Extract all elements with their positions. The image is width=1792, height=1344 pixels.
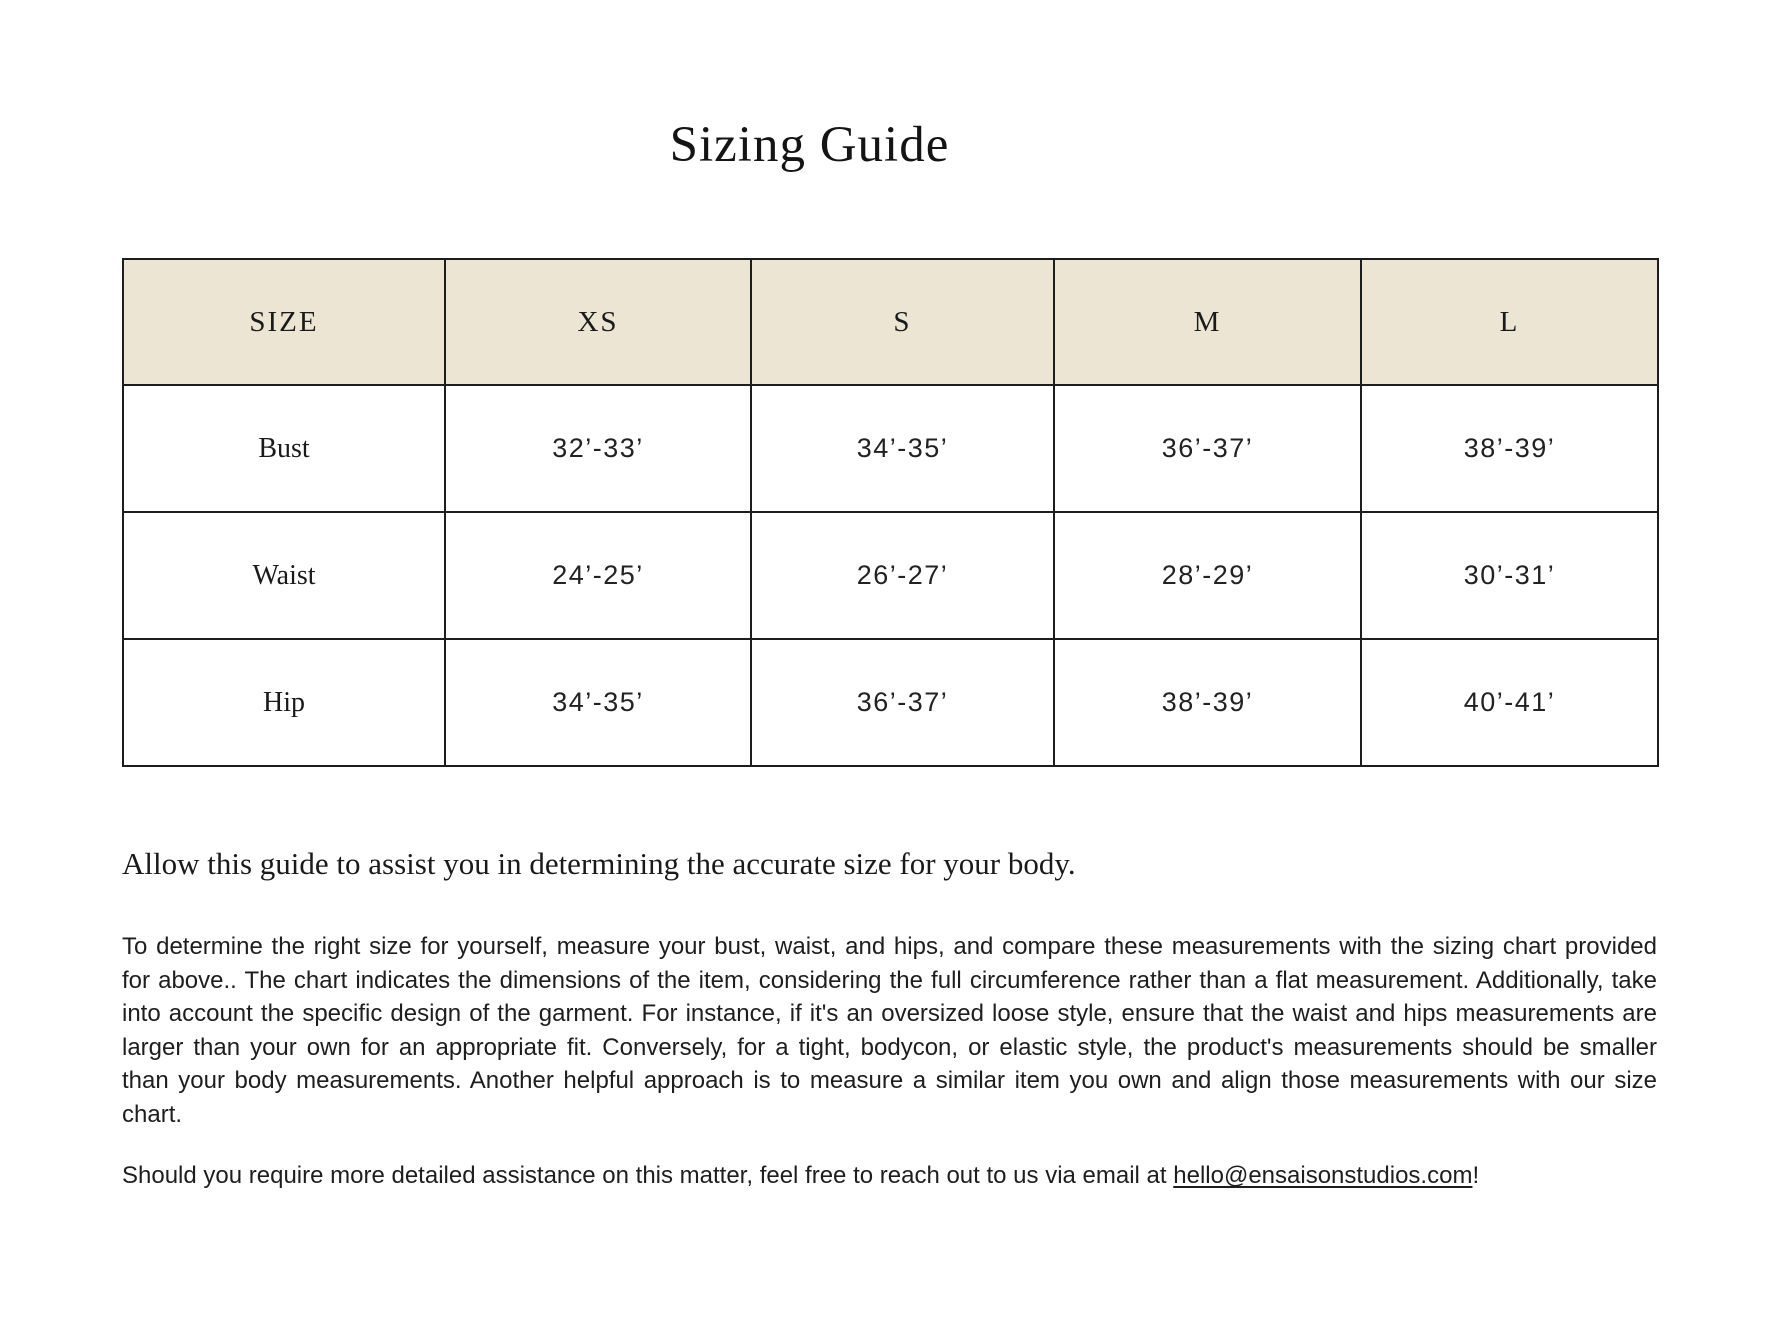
row-label-waist: Waist bbox=[123, 512, 445, 639]
size-chart-table bbox=[122, 258, 1659, 767]
cell-bust-l: 38’-39’ bbox=[1361, 385, 1658, 512]
cell-waist-m: 28’-29’ bbox=[1054, 512, 1361, 639]
col-header-m: M bbox=[1054, 259, 1361, 385]
col-header-xs: XS bbox=[445, 259, 751, 385]
email-link[interactable]: hello@ensaisonstudios.com bbox=[1173, 1162, 1473, 1189]
intro-text: Allow this guide to assist you in determining the accurate size for your body. bbox=[122, 846, 1076, 881]
page-title: Sizing Guide bbox=[669, 117, 950, 173]
cell-bust-s: 34’-35’ bbox=[751, 385, 1054, 512]
row-label-hip: Hip bbox=[123, 639, 445, 766]
cell-hip-xs: 34’-35’ bbox=[445, 639, 751, 766]
table-row-hip bbox=[123, 639, 1658, 766]
cell-waist-l: 30’-31’ bbox=[1361, 512, 1658, 639]
table-header-row bbox=[123, 259, 1658, 385]
col-header-l: L bbox=[1361, 259, 1658, 385]
cell-hip-s: 36’-37’ bbox=[751, 639, 1054, 766]
cell-bust-xs: 32’-33’ bbox=[445, 385, 751, 512]
col-header-s: S bbox=[751, 259, 1054, 385]
contact-prefix: Should you require more detailed assistance on this matter, feel free to reach out to us via email at bbox=[122, 1162, 1174, 1189]
body-paragraph: To determine the right size for yourself, measure your bust, waist, and hips, and compare these measurements with the sizing chart provided for above.. The chart indicates the dimensions of the item, considering the full circumference rather than a flat measurement. Additionally, take into account the specific design of the garment. For instance, if it's an oversized loose style, ensure that the waist and hips measurements are larger than your own for an appropriate fit. Conversely, for a tight, bodycon, or elastic style, the product's measurements should be smaller than your body measurements. Another helpful approach is to measure a similar item you own and align those measurements with our size chart. bbox=[122, 933, 1657, 1128]
table-row-bust bbox=[123, 385, 1658, 512]
cell-waist-xs: 24’-25’ bbox=[445, 512, 751, 639]
sizing-guide-page bbox=[122, 0, 1657, 1344]
cell-hip-l: 40’-41’ bbox=[1361, 639, 1658, 766]
contact-line bbox=[122, 1162, 1657, 1190]
cell-hip-m: 38’-39’ bbox=[1054, 639, 1361, 766]
row-label-bust: Bust bbox=[123, 385, 445, 512]
contact-suffix: ! bbox=[1472, 1162, 1480, 1189]
cell-waist-s: 26’-27’ bbox=[751, 512, 1054, 639]
cell-bust-m: 36’-37’ bbox=[1054, 385, 1361, 512]
col-header-size: SIZE bbox=[123, 259, 445, 385]
table-row-waist bbox=[123, 512, 1658, 639]
